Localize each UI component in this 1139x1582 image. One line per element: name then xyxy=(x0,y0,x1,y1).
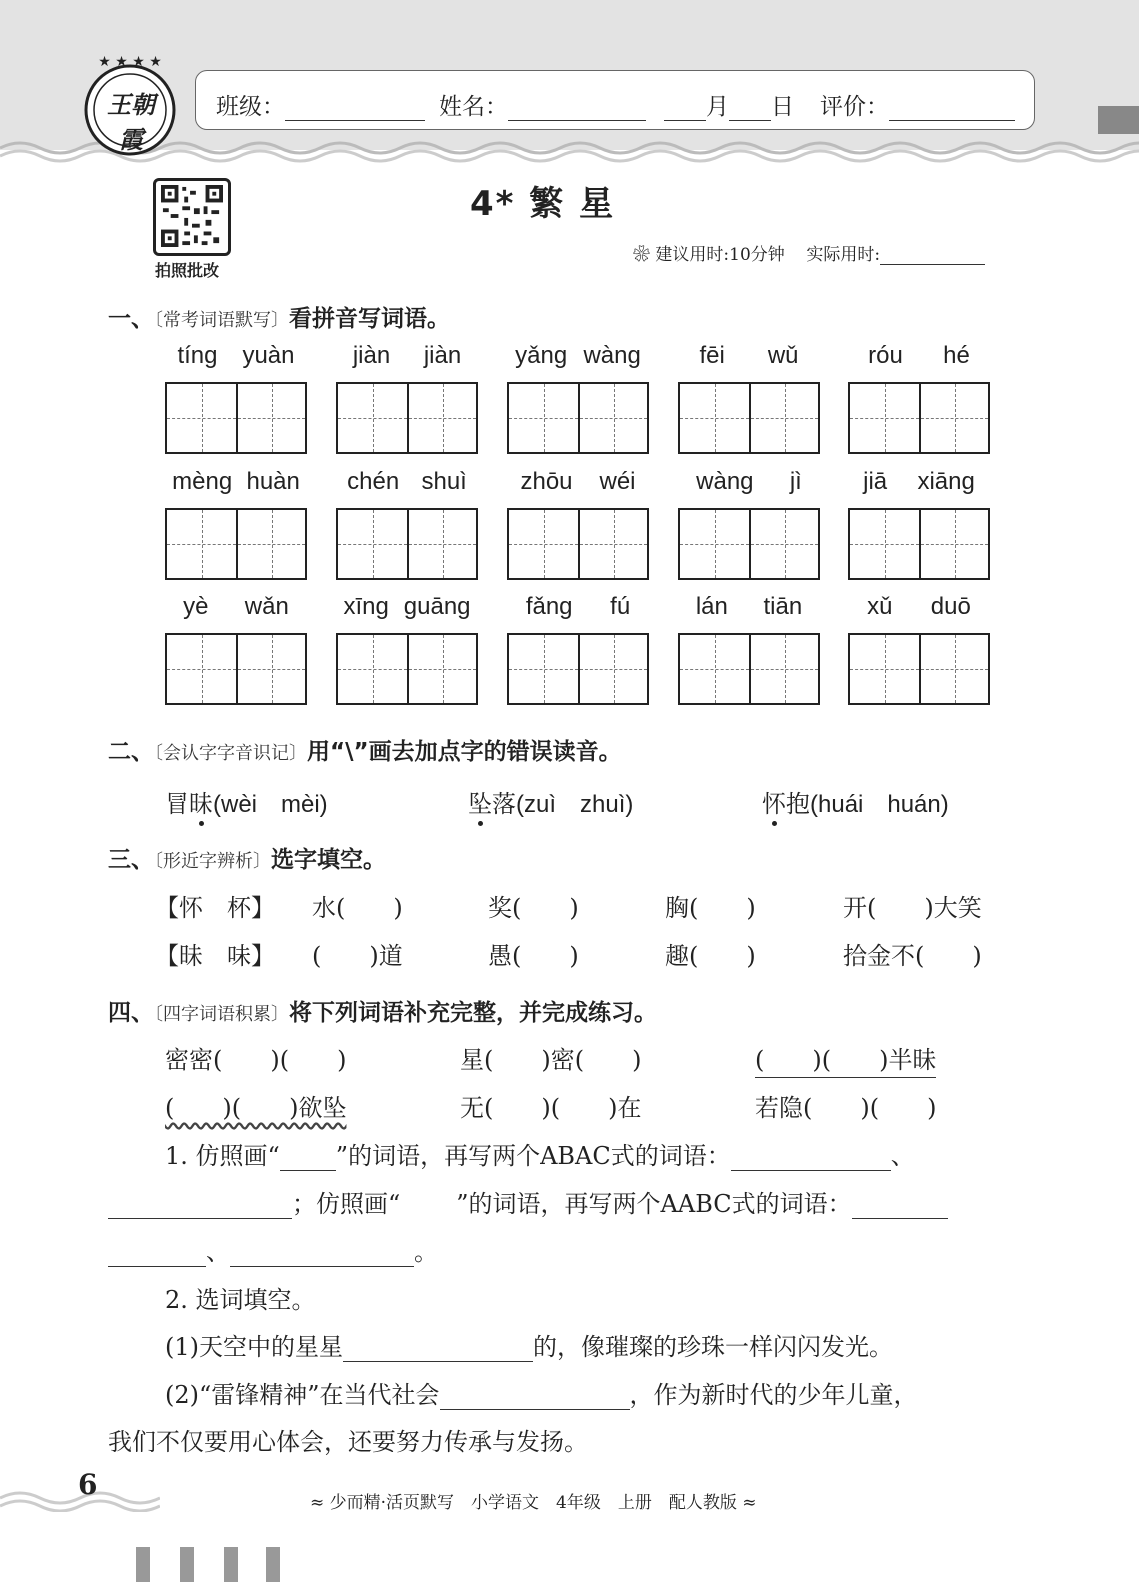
q1-text-c: ；仿照画“ xyxy=(292,1190,401,1218)
pron-3-suffix: 抱 xyxy=(786,790,810,818)
question-2-2-continuation: 我们不仅要用心体会，还要努力传承与发扬。 xyxy=(108,1428,588,1456)
writing-box[interactable] xyxy=(678,508,820,580)
pinyin-syllable: jiàn xyxy=(423,342,462,369)
footer-bar xyxy=(136,1547,150,1582)
q1-text-a: 1. 仿照画“ xyxy=(165,1142,280,1170)
month-label: 月 xyxy=(706,94,729,120)
writing-box[interactable] xyxy=(848,633,990,705)
section-1-heading xyxy=(108,300,450,333)
q1-text-b: ”的词语，再写两个ABAC式的词语： xyxy=(335,1142,731,1170)
pinyin-syllable: wǎn xyxy=(244,593,289,620)
day-label: 日 xyxy=(771,94,794,120)
pron-2-dotted-char: 坠 xyxy=(468,790,492,818)
choice-row-1-item[interactable]: 胸( ) xyxy=(665,894,756,922)
character-cell[interactable] xyxy=(919,635,988,703)
pinyin-word-item xyxy=(165,593,307,623)
pronunciation-item-2[interactable] xyxy=(468,784,633,819)
pinyin-label xyxy=(507,593,649,623)
character-cell[interactable] xyxy=(919,384,988,452)
character-cell[interactable] xyxy=(407,635,476,703)
choice-row-1-label: 【怀 杯】 xyxy=(155,894,275,922)
pinyin-syllable: yǎng xyxy=(515,342,568,369)
q1-answer-3[interactable] xyxy=(852,1195,948,1219)
pinyin-label xyxy=(848,468,990,498)
pinyin-label xyxy=(165,342,307,372)
pinyin-word-item xyxy=(848,593,990,623)
q2-2-answer[interactable] xyxy=(440,1386,630,1410)
pinyin-syllable: xiāng xyxy=(917,468,975,495)
name-input-line[interactable] xyxy=(508,97,646,121)
pinyin-syllable: wéi xyxy=(599,468,636,495)
character-cell[interactable] xyxy=(850,635,919,703)
q2-1-text-a: (1)天空中的星星 xyxy=(165,1333,343,1361)
character-cell[interactable] xyxy=(578,635,647,703)
side-tab xyxy=(1098,106,1139,134)
flower-icon: ❀ xyxy=(633,245,650,265)
pinyin-syllable: guāng xyxy=(403,593,471,620)
pinyin-syllable: mèng xyxy=(172,468,233,495)
q2-2-text-a: (2)“雷锋精神”在当代社会 xyxy=(165,1381,440,1409)
question-2-1 xyxy=(165,1327,893,1362)
writing-box[interactable] xyxy=(336,382,478,454)
pinyin-label xyxy=(336,593,478,623)
section-1-tag: 〔常考词语默写〕 xyxy=(154,310,289,331)
character-cell[interactable] xyxy=(749,384,818,452)
q1-end: 。 xyxy=(414,1238,438,1266)
date-field[interactable] xyxy=(664,88,794,121)
section-4-number: 四、 xyxy=(108,1000,154,1026)
pron-3-dotted-char: 怀 xyxy=(762,790,786,818)
writing-box[interactable] xyxy=(507,633,649,705)
pron-1-dotted-char: 昧 xyxy=(189,790,213,818)
pronunciation-item-1[interactable] xyxy=(165,784,328,819)
pinyin-syllable: wǔ xyxy=(767,342,799,369)
character-cell[interactable] xyxy=(919,510,988,578)
choice-row-1-item[interactable]: 奖( ) xyxy=(488,894,579,922)
pinyin-syllable: róu xyxy=(868,342,903,369)
class-input-line[interactable] xyxy=(285,97,425,121)
wavy-underline-sample xyxy=(400,1195,456,1219)
character-cell[interactable] xyxy=(749,510,818,578)
underline-sample xyxy=(280,1147,336,1171)
pinyin-syllable: jì xyxy=(789,468,802,495)
page-number: 6 xyxy=(78,1468,98,1501)
character-cell[interactable] xyxy=(236,510,305,578)
q2-2-text-b: ，作为新时代的少年儿童， xyxy=(629,1381,918,1409)
pinyin-word-item xyxy=(678,593,820,623)
footer-bar xyxy=(224,1547,238,1582)
writing-box[interactable] xyxy=(336,508,478,580)
pinyin-word-item xyxy=(678,342,820,372)
choice-row-2-item[interactable]: 愚( ) xyxy=(488,942,579,970)
question-1-line-3 xyxy=(108,1232,438,1267)
evaluation-input-line[interactable] xyxy=(889,97,1015,121)
svg-text:★ ★ ★ ★: ★ ★ ★ ★ xyxy=(98,54,162,70)
pinyin-syllable: wàng xyxy=(696,468,754,495)
section-3-heading xyxy=(108,841,386,874)
pinyin-label xyxy=(336,342,478,372)
footer-bar xyxy=(266,1547,280,1582)
section-1-instruction: 看拼音写词语。 xyxy=(289,306,450,332)
pinyin-syllable: xǔ xyxy=(867,593,893,620)
section-2-heading xyxy=(108,733,622,766)
name-field[interactable] xyxy=(439,88,646,121)
pinyin-syllable: yuàn xyxy=(242,342,295,369)
qr-code-icon[interactable] xyxy=(153,178,231,256)
qr-caption: 拍照批改 xyxy=(155,261,220,280)
pinyin-syllable: fǎng xyxy=(525,593,573,620)
pinyin-syllable: fú xyxy=(610,593,631,620)
class-field[interactable] xyxy=(216,88,425,121)
pronunciation-item-3[interactable] xyxy=(762,784,949,819)
character-cell[interactable] xyxy=(236,384,305,452)
idiom-item[interactable]: 密密( )( ) xyxy=(165,1046,347,1074)
section-3-number: 三、 xyxy=(108,847,154,873)
pinyin-word-item xyxy=(848,468,990,498)
character-cell[interactable] xyxy=(680,384,749,452)
section-4-tag: 〔四字词语积累〕 xyxy=(154,1004,289,1025)
pinyin-syllable: chén xyxy=(347,468,400,495)
character-cell[interactable] xyxy=(167,510,236,578)
pinyin-syllable: wàng xyxy=(583,342,641,369)
character-cell[interactable] xyxy=(407,510,476,578)
idiom-item[interactable]: 星( )密( ) xyxy=(460,1046,642,1074)
pinyin-syllable: hé xyxy=(943,342,970,369)
pron-3-options[interactable]: (huái huán) xyxy=(810,791,949,818)
pinyin-label xyxy=(165,593,307,623)
pinyin-label xyxy=(848,593,990,623)
pinyin-word-item xyxy=(507,342,649,372)
choice-row-1-item[interactable]: 开( )大笑 xyxy=(843,894,982,922)
logo-text: 王朝霞 xyxy=(107,90,155,154)
q1-answer-4[interactable] xyxy=(230,1243,414,1267)
character-cell[interactable] xyxy=(680,510,749,578)
writing-box[interactable] xyxy=(165,382,307,454)
footer-bar xyxy=(180,1547,194,1582)
character-cell[interactable] xyxy=(850,384,919,452)
pinyin-label xyxy=(678,468,820,498)
writing-box[interactable] xyxy=(165,508,307,580)
choice-row-2-item[interactable]: 趣( ) xyxy=(665,942,756,970)
lesson-title: 4* 繁 星 xyxy=(470,184,616,224)
pinyin-word-item xyxy=(507,593,649,623)
day-input-line[interactable] xyxy=(729,97,771,121)
writing-box[interactable] xyxy=(507,382,649,454)
student-info-box xyxy=(195,70,1035,130)
writing-box[interactable] xyxy=(848,382,990,454)
character-cell[interactable] xyxy=(680,635,749,703)
pinyin-syllable: jiàn xyxy=(352,342,391,369)
idiom-item[interactable]: 若隐( )( ) xyxy=(755,1094,937,1122)
pinyin-label xyxy=(678,342,820,372)
section-2-tag: 〔会认字字音识记〕 xyxy=(154,743,307,764)
writing-box[interactable] xyxy=(678,633,820,705)
pinyin-syllable: xīng xyxy=(343,593,389,620)
character-cell[interactable] xyxy=(509,635,578,703)
q2-1-text-b: 的，像璀璨的珍珠一样闪闪发光。 xyxy=(533,1333,893,1361)
character-cell[interactable] xyxy=(167,384,236,452)
evaluation-label: 评价： xyxy=(820,94,889,120)
pinyin-label xyxy=(507,342,649,372)
q1-text-d: ”的词语，再写两个AABC式的词语： xyxy=(456,1190,852,1218)
pinyin-syllable: shuì xyxy=(421,468,467,495)
question-2-2 xyxy=(165,1375,918,1410)
pinyin-label xyxy=(165,468,307,498)
idiom-item-underlined[interactable]: ( )( )半昧 xyxy=(755,1040,936,1078)
section-3-instruction: 选字填空。 xyxy=(271,847,386,873)
character-cell[interactable] xyxy=(578,384,647,452)
section-3-tag: 〔形近字辨析〕 xyxy=(154,851,271,872)
pron-2-options[interactable]: (zuì zhuì) xyxy=(516,791,634,818)
q1-answer-3-cont[interactable] xyxy=(108,1243,206,1267)
character-cell[interactable] xyxy=(509,510,578,578)
choice-row-2-item[interactable]: 拾金不( ) xyxy=(843,942,982,970)
q1-separator: 、 xyxy=(890,1142,915,1170)
section-4-heading xyxy=(108,994,657,1027)
question-1-line-2 xyxy=(108,1184,948,1219)
writing-box[interactable] xyxy=(336,633,478,705)
footer-text: ≈ 少而精·活页默写 小学语文 4年级 上册 配人教版 ≈ xyxy=(310,1493,757,1513)
character-cell[interactable] xyxy=(167,635,236,703)
section-2-instruction: 用“\”画去加点字的错误读音。 xyxy=(307,739,622,765)
character-cell[interactable] xyxy=(236,635,305,703)
pinyin-label xyxy=(848,342,990,372)
character-cell[interactable] xyxy=(578,510,647,578)
pinyin-word-item xyxy=(848,342,990,372)
character-cell[interactable] xyxy=(749,635,818,703)
character-cell[interactable] xyxy=(407,384,476,452)
q2-1-answer[interactable] xyxy=(343,1338,533,1362)
class-label: 班级： xyxy=(216,94,285,120)
choice-row-2-label: 【昧 味】 xyxy=(155,942,275,970)
pinyin-word-item xyxy=(336,593,478,623)
actual-time-input-line[interactable] xyxy=(880,241,985,265)
section-2-number: 二、 xyxy=(108,739,154,765)
q1-separator-2: 、 xyxy=(206,1238,230,1266)
actual-time-label: 实际用时: xyxy=(806,245,881,265)
idiom-item-wavy[interactable]: ( )( )欲坠 xyxy=(165,1094,347,1122)
pinyin-syllable: tíng xyxy=(177,342,218,369)
name-label: 姓名： xyxy=(439,94,508,120)
pinyin-word-item xyxy=(336,342,478,372)
choice-row-2-item[interactable]: ( )道 xyxy=(312,942,403,970)
writing-box[interactable] xyxy=(678,382,820,454)
q1-answer-2[interactable] xyxy=(108,1195,292,1219)
q1-answer-1[interactable] xyxy=(731,1147,891,1171)
pinyin-syllable: zhōu xyxy=(520,468,573,495)
pinyin-label xyxy=(507,468,649,498)
writing-box[interactable] xyxy=(507,508,649,580)
writing-box[interactable] xyxy=(848,508,990,580)
pinyin-syllable: huàn xyxy=(246,468,300,495)
pron-1-options[interactable]: (wèi mèi) xyxy=(213,791,328,818)
suggested-time: 建议用时:10分钟 xyxy=(655,245,785,265)
pinyin-word-item xyxy=(165,342,307,372)
pinyin-syllable: tiān xyxy=(763,593,803,620)
pron-2-suffix: 落 xyxy=(492,790,516,818)
pinyin-label xyxy=(336,468,478,498)
pinyin-syllable: fēi xyxy=(699,342,725,369)
pinyin-word-item xyxy=(678,468,820,498)
idiom-item[interactable]: 无( )( )在 xyxy=(460,1094,642,1122)
character-cell[interactable] xyxy=(509,384,578,452)
pinyin-syllable: lán xyxy=(695,593,728,620)
pinyin-word-item xyxy=(507,468,649,498)
pinyin-syllable: duō xyxy=(930,593,971,620)
choice-row-1-item[interactable]: 水( ) xyxy=(312,894,403,922)
section-4-instruction: 将下列词语补充完整，并完成练习。 xyxy=(289,1000,657,1026)
pinyin-syllable: jiā xyxy=(863,468,888,495)
pinyin-syllable: yè xyxy=(183,593,209,620)
character-cell[interactable] xyxy=(850,510,919,578)
pinyin-word-item xyxy=(165,468,307,498)
character-cell[interactable] xyxy=(338,510,407,578)
time-row xyxy=(633,240,985,265)
section-1-number: 一、 xyxy=(108,306,154,332)
month-input-line[interactable] xyxy=(664,97,706,121)
writing-box[interactable] xyxy=(165,633,307,705)
question-2-heading: 2. 选词填空。 xyxy=(165,1286,316,1314)
pinyin-label xyxy=(678,593,820,623)
question-1-line-1 xyxy=(165,1136,915,1171)
character-cell[interactable] xyxy=(338,384,407,452)
evaluation-field[interactable] xyxy=(820,88,1015,121)
pinyin-word-item xyxy=(336,468,478,498)
pron-1-prefix: 冒 xyxy=(165,790,189,818)
character-cell[interactable] xyxy=(338,635,407,703)
